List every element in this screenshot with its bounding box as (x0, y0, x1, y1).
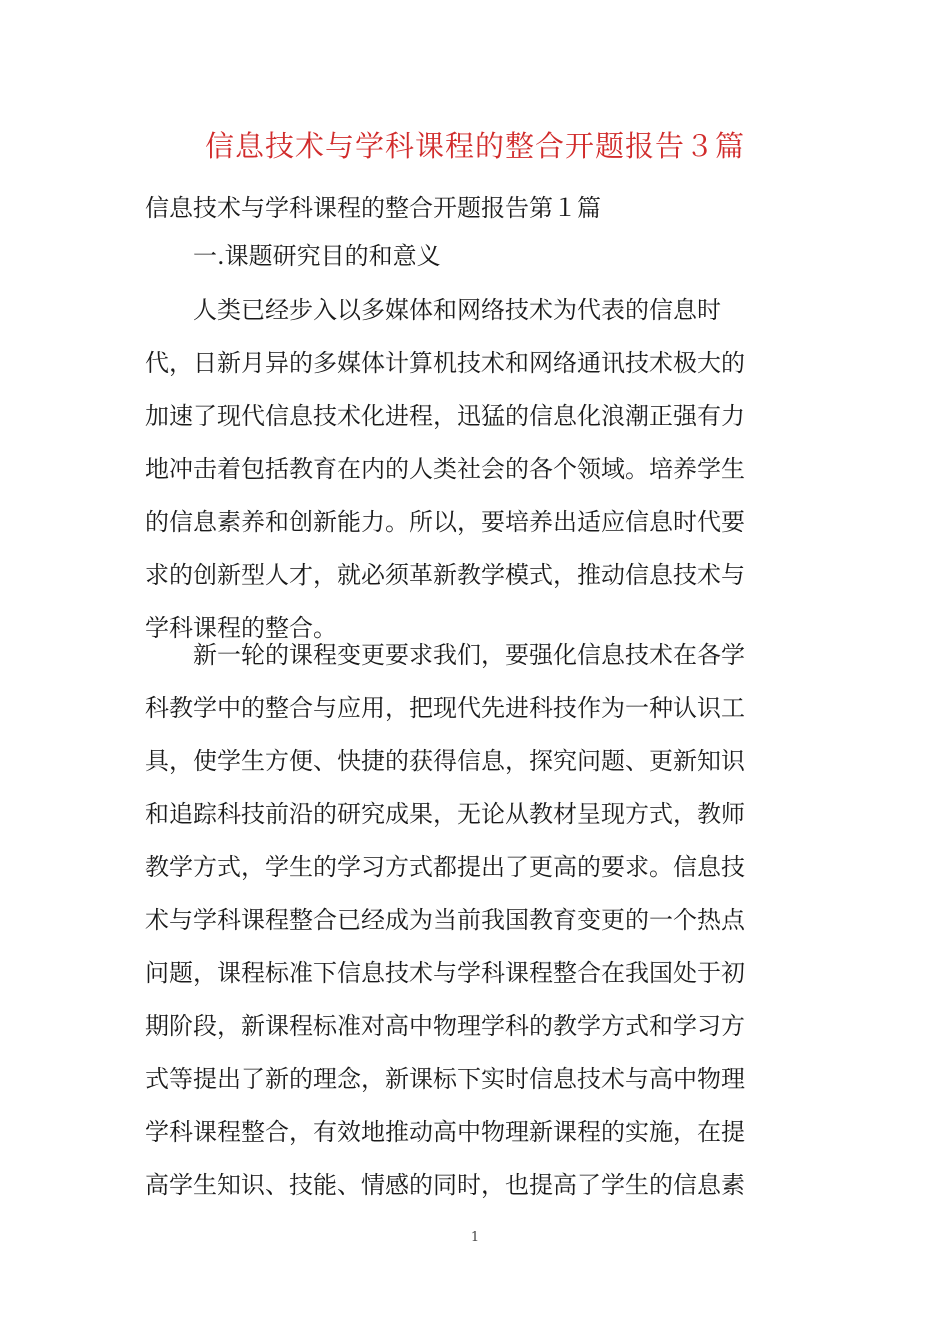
paragraph-1 (145, 284, 785, 655)
text-line: 代，日新月异的多媒体计算机技术和网络通讯技术极大的 (145, 349, 745, 377)
subheading: 一.课题研究目的和意义 (193, 242, 441, 270)
text-line: 的信息素养和创新能力。所以，要培养出适应信息时代要 (145, 508, 745, 536)
text-line: 加速了现代信息技术化进程，迅猛的信息化浪潮正强有力 (145, 402, 745, 430)
text-line: 学科课程整合，有效地推动高中物理新课程的实施，在提 (145, 1118, 745, 1146)
text-line: 人类已经步入以多媒体和网络技术为代表的信息时 (193, 296, 721, 324)
text-line: 科教学中的整合与应用，把现代先进科技作为一种认识工 (145, 694, 745, 722)
text-line: 期阶段，新课程标准对高中物理学科的教学方式和学习方 (145, 1012, 745, 1040)
page-number: 1 (470, 1230, 480, 1245)
text-line: 问题，课程标准下信息技术与学科课程整合在我国处于初 (145, 959, 745, 987)
text-line: 式等提出了新的理念，新课标下实时信息技术与高中物理 (145, 1065, 745, 1093)
text-line: 教学方式，学生的学习方式都提出了更高的要求。信息技 (145, 853, 745, 881)
paragraph-2 (145, 629, 785, 1212)
text-line: 和追踪科技前沿的研究成果，无论从教材呈现方式，教师 (145, 800, 745, 828)
text-line: 术与学科课程整合已经成为当前我国教育变更的一个热点 (145, 906, 745, 934)
document-title: 信息技术与学科课程的整合开题报告３篇 (204, 129, 745, 163)
text-line: 地冲击着包括教育在内的人类社会的各个领域。培养学生 (145, 455, 745, 483)
text-line: 求的创新型人才，就必须革新教学模式，推动信息技术与 (145, 561, 745, 589)
section-title: 信息技术与学科课程的整合开题报告第１篇 (145, 194, 601, 222)
text-line: 具，使学生方便、快捷的获得信息，探究问题、更新知识 (145, 747, 745, 775)
text-line: 新一轮的课程变更要求我们，要强化信息技术在各学 (193, 641, 745, 669)
text-line: 高学生知识、技能、情感的同时，也提高了学生的信息素 (145, 1171, 745, 1199)
text-line: 学科课程的整合。 (145, 614, 337, 642)
